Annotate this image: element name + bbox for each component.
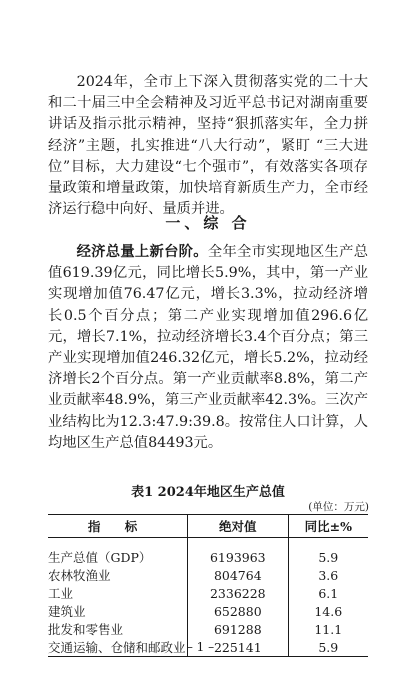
row-name: 农林牧渔业 bbox=[48, 568, 111, 583]
row-value: 2336228 bbox=[188, 584, 289, 602]
row-value: 225141 bbox=[188, 638, 289, 657]
row-growth: 6.1 bbox=[288, 584, 368, 602]
intro-paragraph: 2024年，全市上下深入贯彻落实党的二十大和二十届三中全会精神及习近平总书记对湖南重要讲话及指示批示精神，坚持“狠抓落实年，全力拼经济”主题，扎实推进“八大行动”，紧盯 “三大进位”目标，大力建设“七个强市”，有效落实各项存量政策和增量政策，加快培育新质生产力，全市经济运行稳中向好、量质并进。 bbox=[48, 74, 368, 218]
row-name: 批发和零售业 bbox=[48, 622, 124, 637]
row-value: 6193963 bbox=[188, 538, 289, 567]
table-row bbox=[48, 566, 368, 584]
table-title: 表1 2024年地区生产总值 bbox=[131, 485, 285, 500]
table-row bbox=[48, 620, 368, 638]
section-heading: 一、综 合 bbox=[165, 214, 251, 232]
gdp-paragraph-lead: 经济总量上新台阶。 bbox=[76, 244, 208, 260]
row-growth: 14.6 bbox=[288, 602, 368, 620]
table-row bbox=[48, 538, 368, 567]
row-name: 建筑业 bbox=[48, 604, 86, 619]
gdp-table bbox=[48, 514, 368, 657]
row-name: 生产总值（GDP） bbox=[48, 550, 152, 565]
page-number: – 1 – bbox=[186, 640, 215, 654]
row-value: 691288 bbox=[188, 620, 289, 638]
row-name: 工业 bbox=[48, 586, 74, 601]
row-growth: 3.6 bbox=[288, 566, 368, 584]
row-growth: 11.1 bbox=[288, 620, 368, 638]
row-growth: 5.9 bbox=[288, 538, 368, 567]
table-header-row bbox=[48, 515, 368, 538]
table-row bbox=[48, 584, 368, 602]
table-unit: (单位：万元) bbox=[308, 501, 369, 513]
gdp-paragraph-text: 全年全市实现地区生产总值619.39亿元，同比增长5.9%，其中，第一产业实现增加值76.47亿元，增长3.3%，拉动经济增长0.5个百分点；第二产业实现增加值296.6亿元，增长7.1%，拉动经济增长3.4个百分点；第三产业实现增加值246.32亿元，增长5.2%，拉动经济增长2个百分点。第一产业贡献率8.8%，第二产业贡献率48.9%，第三产业贡献率42.3%。三次产业结构比为12.3:47.9:39.8。按常住人口计算，人均地区生产总值84493元。 bbox=[48, 244, 369, 451]
gdp-paragraph bbox=[48, 242, 368, 454]
row-value: 652880 bbox=[188, 602, 289, 620]
row-growth: 5.9 bbox=[288, 638, 368, 657]
row-name: 交通运输、仓储和邮政业 bbox=[48, 640, 186, 655]
table-row bbox=[48, 602, 368, 620]
header-indicator: 指 标 bbox=[87, 519, 148, 534]
row-value: 804764 bbox=[188, 566, 289, 584]
header-growth: 同比±% bbox=[288, 515, 368, 538]
header-absolute-value: 绝对值 bbox=[188, 515, 289, 538]
